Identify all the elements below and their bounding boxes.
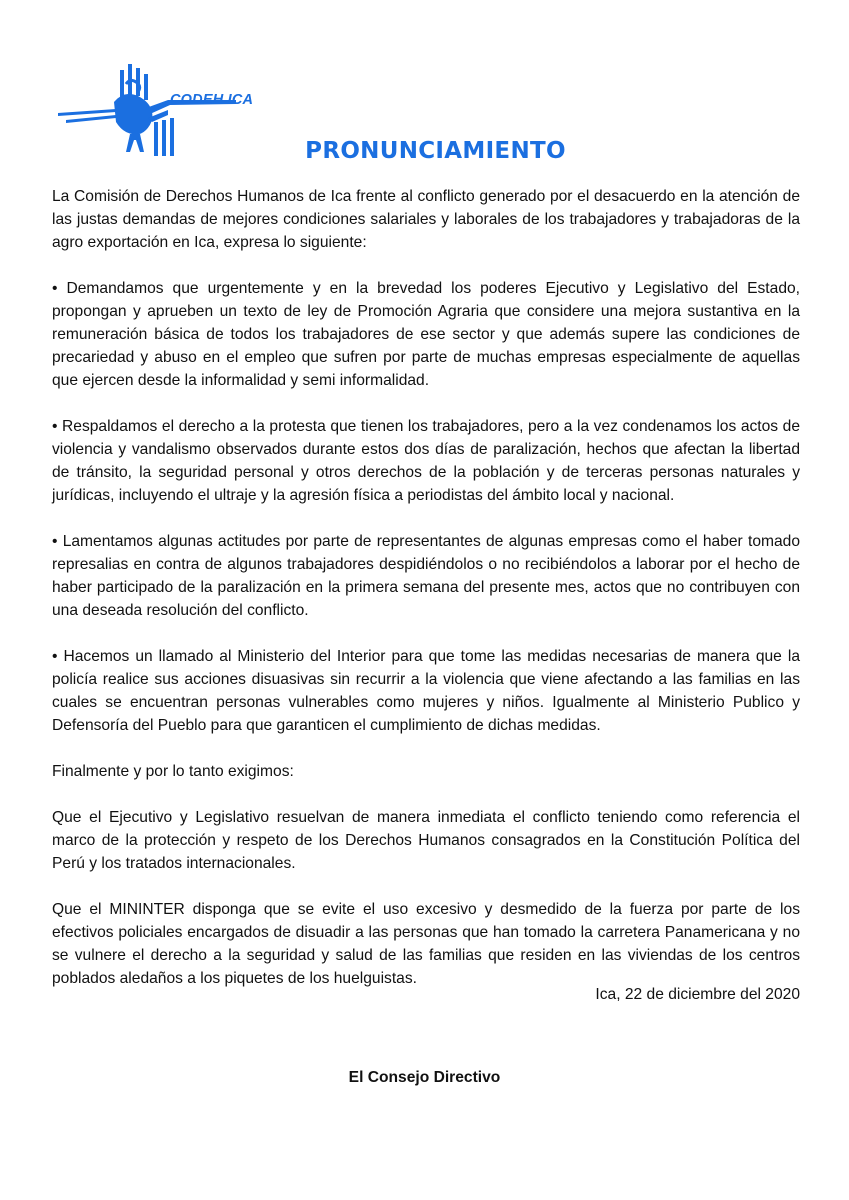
document-date: Ica, 22 de diciembre del 2020 [595,986,800,1003]
paragraph-protest: • Respaldamos el derecho a la protesta que tienen los trabajadores, pero a la vez condenamos los actos de violencia y vandalismo observados durante estos dos días de paralización, hechos que afectan la libertad de tránsito, la seguridad personal y otros derechos de la población y de terceras personas naturales y jurídicas, incluyendo el ultraje y la agresión física a periodistas del ámbito local y nacional. [52,418,800,504]
logo-text: CODEH ICA [170,92,254,108]
paragraph-call-interior: • Hacemos un llamado al Ministerio del Interior para que tome las medidas necesarias de manera que la policía realice sus acciones disuasivas sin recurrir a la violencia que viene afectando a las familias en las cuales se encuentran personas vulnerables como mujeres y niños. Igualmente al Ministerio Publico y Defensoría del Pueblo para que garanticen el cumplimiento de dichas medidas. [52,648,800,734]
paragraph-intro: La Comisión de Derechos Humanos de Ica frente al conflicto generado por el desacuerdo en la atención de las justas demandas de mejores condiciones salariales y laborales de los trabajadores y trabajadoras de la agro exportación en Ica, expresa lo siguiente: [52,188,800,251]
signature: El Consejo Directivo [348,1069,501,1086]
page-title: PRONUNCIAMIENTO [305,138,566,164]
paragraph-executive: Que el Ejecutivo y Legislativo resuelvan de manera inmediata el conflicto teniendo como referencia el marco de la protección y respeto de los Derechos Humanos consagrados en la Constitución Política del Perú y los tratados internacionales. [52,809,800,872]
paragraph-reprisals: • Lamentamos algunas actitudes por parte de representantes de algunas empresas como el haber tomado represalias en contra de algunos trabajadores despidiéndolos o no recibiéndolos a laborar por el hecho de haber participado de la paralización en la primera semana del presente mes, actos que no contribuyen con una deseada resolución del conflicto. [52,533,800,619]
paragraph-demand: • Demandamos que urgentemente y en la brevedad los poderes Ejecutivo y Legislativo del Estado, propongan y aprueben un texto de ley de Promoción Agraria que considere una mejora sustantiva en la remuneración básica de todos los trabajadores de ese sector y que además supere las condiciones de precariedad y abuso en el empleo que sufren por parte de muchas empresas especialmente de aquellas que ejercen desde la informalidad y semi informalidad. [52,280,800,389]
paragraph-finally: Finalmente y por lo tanto exigimos: [52,763,294,780]
paragraph-mininter: Que el MININTER disponga que se evite el uso excesivo y desmedido de la fuerza por parte de los efectivos policiales encargados de disuadir a las personas que han tomado la carretera Panamericana y no se vulnere el derecho a la seguridad y salud de las familias que residen en las viviendas de los centros poblados aledaños a los piquetes de los huelguistas. [52,901,800,987]
document-body [52,185,800,1013]
